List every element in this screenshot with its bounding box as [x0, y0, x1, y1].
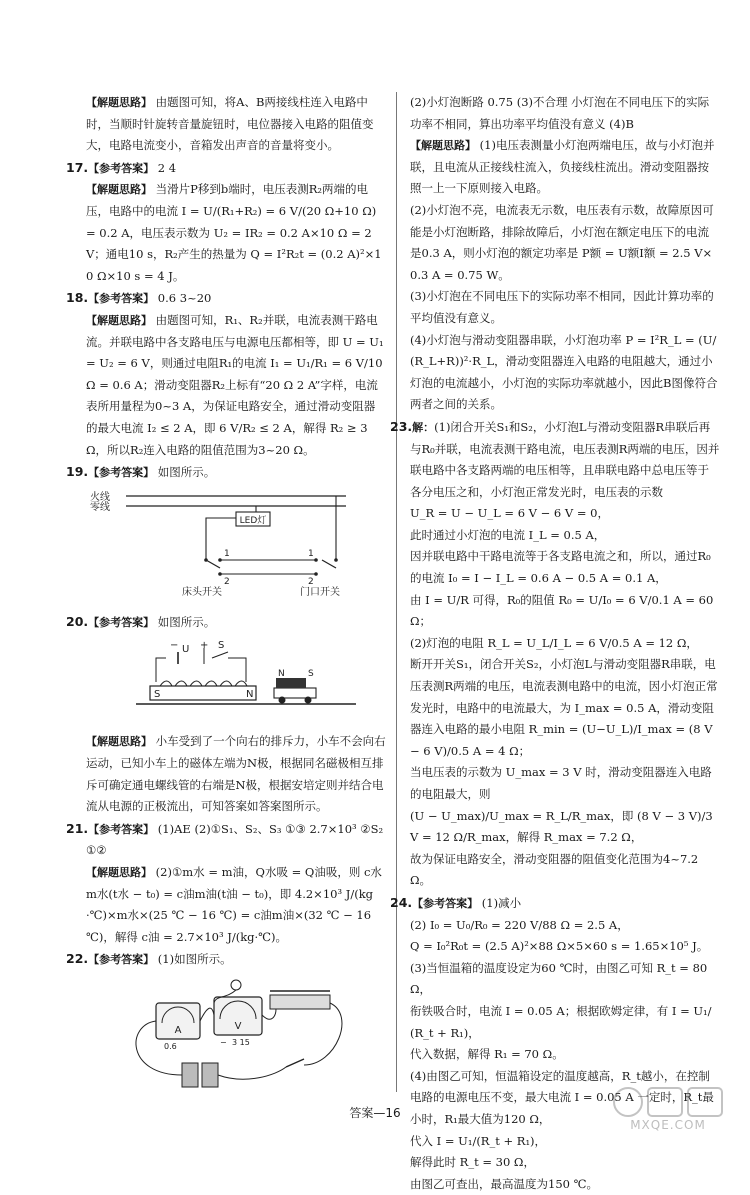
answer-paragraph	[410, 92, 720, 135]
bed-switch-contact-2: 2	[224, 576, 230, 587]
section-tag: 解：	[412, 420, 435, 434]
question-heading	[66, 818, 386, 862]
answer-paragraph	[410, 915, 720, 937]
neutral-wire-label: 零线	[90, 501, 110, 513]
paragraph-text: Q = I₀²R₀t = (2.5 A)²×88 Ω×5×60 s = 1.65×10⁵ J。	[410, 939, 709, 954]
answer-paragraph	[410, 525, 720, 547]
paragraph-text: 故为保证电路安全，滑动变阻器的阻值变化范围为4~7.2 Ω。	[410, 851, 699, 888]
answer-paragraph	[410, 590, 720, 633]
paragraph-text: 由 I = U/R 可得，R₀的阻值 R₀ = U/I₀ = 6 V/0.1 A = 60 Ω；	[410, 592, 714, 629]
answer-paragraph	[410, 1001, 720, 1044]
solenoid-icon	[150, 686, 256, 700]
paragraph-text: 此时通过小灯泡的电流 I_L = 0.5 A，	[410, 527, 606, 542]
section-tag: 【解题思路】	[86, 866, 152, 880]
bedside-switch-label: 床头开关	[182, 586, 222, 598]
cart-magnet-n-label: N	[278, 668, 285, 679]
question-number: 19.	[66, 464, 89, 480]
paragraph-text: (2) I₀ = U₀/R₀ = 220 V/88 Ω = 2.5 A，	[410, 917, 629, 932]
question-number: 18.	[66, 290, 89, 306]
section-tag: 【参考答案】	[88, 822, 155, 836]
answer-paragraph	[410, 1131, 720, 1153]
paragraph-text: 小车受到了一个向右的排斥力，小车不会向右运动，已知小车上的磁体左端为N极，根据同名磁极相互排斥可确定通电螺线管的右端是N极，根据安培定则并结合电流从电源的正极流出，可知答案如答案图所示。	[86, 734, 386, 814]
door-switch-label: 门口开关	[300, 586, 340, 598]
paragraph-text: 由题图可知，将A、B两接线柱连入电路中时，当顺时针旋转音量旋钮时，电位器接入电路的阻值变大，电路电流变小，音箱发出声音的音量将变小。	[86, 95, 374, 153]
section-tag: 【参考答案】	[88, 161, 155, 175]
paragraph-text: (3)当恒温箱的温度设定为60 ℃时，由图乙可知 R_t = 80 Ω，	[410, 960, 708, 997]
voltmeter-terminal-label: 3 15	[232, 1038, 250, 1047]
answer-paragraph	[86, 179, 386, 287]
door-switch-icon	[322, 560, 336, 568]
battery-icon	[202, 1063, 218, 1087]
paragraph-text: 解得此时 R_t = 30 Ω，	[410, 1155, 535, 1170]
paragraph-text: (1)闭合开关S₁和S₂，小灯泡L与滑动变阻器R串联后再与R₀并联，电流表测干路电流，电压表测R两端的电压，因并联电路中各支路两端的电压相等，且串联电路中总电压等于各分电压之和，小灯泡正常发光时，电压表的示数	[410, 419, 720, 499]
question-number: 23.	[390, 418, 413, 434]
ammeter-label: A	[174, 1025, 182, 1036]
paragraph-text: 2 4	[154, 160, 177, 175]
question-heading	[390, 892, 720, 915]
paragraph-text: (1)AE (2)①S₁、S₂、S₃ ①③ 2.7×10³ ②S₂ ①②	[86, 821, 384, 858]
section-tag: 【解题思路】	[86, 183, 152, 197]
door-switch-contact-2: 2	[308, 576, 314, 587]
battery-minus-label: −	[170, 639, 179, 651]
bedside-switch-icon	[206, 560, 220, 568]
answer-paragraph	[410, 1174, 720, 1195]
switch-icon	[212, 652, 228, 658]
answer-paragraph	[410, 849, 720, 892]
section-tag: 【解题思路】	[86, 96, 152, 109]
question-heading	[390, 416, 720, 503]
section-tag: 【参考答案】	[88, 292, 155, 306]
answer-paragraph	[410, 135, 720, 200]
paragraph-text: (3)小灯泡在不同电压下的实际功率不相同，因此计算功率的平均值没有意义。	[410, 289, 714, 325]
section-tag: 【参考答案】	[88, 953, 155, 967]
answer-paragraph	[410, 330, 720, 416]
switch-icon	[286, 1059, 304, 1067]
source-u-label: U	[182, 643, 190, 655]
bulb-icon	[231, 980, 241, 990]
answer-paragraph	[86, 731, 386, 817]
answer-paragraph	[86, 310, 386, 461]
answer-paragraph	[410, 546, 720, 589]
ammeter-terminal-label: 0.6	[164, 1042, 177, 1051]
section-tag: 【解题思路】	[410, 139, 476, 153]
section-tag: 【参考答案】	[412, 896, 479, 910]
figure-20-solenoid-cart	[86, 638, 386, 726]
paragraph-text: (1)减小	[478, 895, 522, 910]
rheostat-icon	[270, 995, 330, 1009]
left-column	[66, 92, 386, 1109]
paragraph-text: 当电压表的示数为 U_max = 3 V 时，滑动变阻器连入电路的电阻最大，则	[410, 765, 712, 801]
right-column	[390, 92, 720, 1195]
switch-s-label: S	[218, 639, 225, 651]
answer-paragraph	[410, 200, 720, 286]
paragraph-text: (2)①m水 = m油，Q水吸 = Q油吸，则 c水m水(t水 − t₀) = c油m油(t油 − t₀)，即 4.2×10³ J/(kg·℃)×m水×(25 ℃ − 16 ℃) = c油m油×(32 ℃ − 16 ℃)，解得 c油 = 2.7×10³ J/(kg·℃)。	[86, 865, 382, 944]
battery-plus-label: +	[200, 639, 209, 651]
question-number: 22.	[66, 951, 89, 967]
answer-paragraph	[410, 806, 720, 849]
paragraph-text: (U − U_max)/U_max = R_L/R_max，即 (8 V − 3 V)/3 V = 12 Ω/R_max，解得 R_max = 7.2 Ω，	[410, 808, 713, 845]
question-heading	[66, 287, 386, 310]
answer-paragraph	[410, 286, 720, 329]
answer-paragraph	[410, 1044, 720, 1066]
paragraph-text: (1)电压表测量小灯泡两端电压，故与小灯泡并联，且电流从正接线柱流入，负接线柱流出。滑动变阻器按照一上一下原则接入电路。	[410, 138, 715, 196]
paragraph-text: (2)小灯泡不亮，电流表无示数，电压表有示数，故障原因可能是小灯泡断路，排除故障后，小灯泡在额定电压下的电流是0.3 A，则小灯泡的额定功率是 P额 = U额I额 = 2.5 V×0.3 A = 0.75 W。	[410, 202, 714, 282]
paragraph-text: 由图乙可查出，最高温度为150 ℃。	[410, 1176, 598, 1191]
paragraph-text: (4)小灯泡与滑动变阻器串联，小灯泡功率 P = I²R_L = (U/(R_L+R))²·R_L，滑动变阻器连入电路的电阻越大，通过小灯泡的电流越小，小灯泡的实际功率就越小，因此B图像符合两者之间的关系。	[410, 332, 718, 412]
answer-paragraph	[410, 958, 720, 1001]
answer-paragraph	[410, 1152, 720, 1174]
question-number: 20.	[66, 614, 89, 630]
cart-wheel-icon	[305, 696, 312, 703]
section-tag: 【解题思路】	[86, 735, 152, 749]
paragraph-text: 代入数据，解得 R₁ = 70 Ω。	[410, 1047, 564, 1062]
paragraph-text: (1)如图所示。	[154, 952, 232, 967]
live-wire-label: 火线	[90, 491, 110, 503]
paragraph-text: (2)小灯泡断路 0.75 (3)不合理 小灯泡在不同电压下的实际功率不相同，算出功率平均值没有意义 (4)B	[410, 95, 710, 131]
section-tag: 【参考答案】	[88, 466, 155, 480]
cart-body	[274, 688, 316, 698]
column-divider	[396, 92, 397, 1092]
paragraph-text: 0.6 3~20	[154, 291, 212, 306]
answer-paragraph	[410, 503, 720, 525]
paragraph-text: 衔铁吸合时，电流 I = 0.05 A；根据欧姆定律，有 I = U₁/(R_t + R₁)，	[410, 1003, 712, 1040]
cart-magnet-s-label: S	[308, 668, 314, 679]
cart-wheel-icon	[279, 696, 286, 703]
bed-switch-contact-1: 1	[224, 548, 230, 559]
question-number: 24.	[390, 894, 413, 910]
answer-paragraph	[410, 633, 720, 655]
watermark-logo	[604, 1082, 732, 1132]
cart-magnet-icon	[276, 678, 306, 688]
paragraph-text: (2)灯泡的电阻 R_L = U_L/I_L = 6 V/0.5 A = 12 Ω，	[410, 635, 698, 650]
solenoid-right-pole: N	[246, 688, 254, 700]
answer-paragraph	[86, 862, 386, 948]
paragraph-text: 断开开关S₁，闭合开关S₂，小灯泡L与滑动变阻器R串联，电压表测R两端的电压，电流表测电路中的电流，因小灯泡正常发光时，电路中的电流最大，为 I_max = 0.5 A，滑动变阻器连入电路的最小电阻 R_min = (U−U_L)/I_max = (8 V − 6 V)/0.5 A = 4 Ω；	[410, 657, 718, 758]
page-number: 答案—16	[349, 1106, 401, 1120]
paragraph-text: 当滑片P移到b端时，电压表测R₂两端的电压，电路中的电流 I = U/(R₁+R₂) = 6 V/(20 Ω+10 Ω) = 0.2 A，电压表示数为 U₂ = IR₂ = 0.2 A×10 Ω = 2 V；通电10 s，R₂产生的热量为 Q = I²R₂t = (0.2 A)²×10 Ω×10 s = 4 J。	[86, 182, 382, 283]
solenoid-left-pole: S	[154, 688, 161, 700]
question-number: 21.	[66, 820, 89, 836]
paragraph-text: 如图所示。	[154, 465, 216, 480]
voltmeter-minus-label: −	[220, 1038, 227, 1047]
question-heading	[66, 461, 386, 484]
paragraph-text: 如图所示。	[154, 615, 216, 630]
watermark-circle-icon	[614, 1088, 642, 1116]
paragraph-text: (4)由图乙可知，恒温箱设定的温度越高，R_t越小，在控制电路的电源电压不变，最大电流 I = 0.05 A 一定时，R_t最小时，R₁最大值为120 Ω，	[410, 1068, 714, 1126]
door-switch-contact-1: 1	[308, 548, 314, 559]
paragraph-text: U_R = U − U_L = 6 V − 6 V = 0，	[410, 506, 609, 521]
question-heading	[66, 611, 386, 634]
answer-paragraph	[410, 654, 720, 762]
watermark-text: MXQE.COM	[630, 1118, 706, 1132]
section-tag: 【解题思路】	[86, 313, 152, 327]
question-heading	[66, 157, 386, 180]
answer-paragraph	[86, 92, 386, 157]
paragraph-text: 代入 I = U₁/(R_t + R₁)，	[410, 1133, 547, 1148]
paragraph-text: 由题图可知，R₁、R₂并联，电流表测干路电流。并联电路中各支路电压与电源电压都相等，即 U = U₁ = U₂ = 6 V，则通过电阻R₁的电流 I₁ = U₁/R₁ = 6 V/10 Ω = 0.6 A；滑动变阻器R₂上标有“20 Ω 2 A”字样，电流表所用量程为0~3 A，为保证电路安全，通过滑动变阻器的最大电流 I₂ ≤ 2 A，即 6 V/R₂ ≤ 2 A，解得 R₂ ≥ 3 Ω，所以R₂连入电路的阻值范围为3~20 Ω。	[86, 312, 384, 457]
voltmeter-label: V	[234, 1021, 242, 1032]
answer-paragraph	[410, 762, 720, 805]
battery-icon	[182, 1063, 198, 1087]
answer-paragraph	[410, 936, 720, 958]
led-lamp-label: LED灯	[239, 515, 267, 526]
question-heading	[66, 948, 386, 971]
figure-19-circuit	[86, 488, 386, 606]
section-tag: 【参考答案】	[88, 616, 155, 630]
figure-22-circuit-photo	[86, 975, 386, 1103]
question-number: 17.	[66, 159, 89, 175]
paragraph-text: 因并联电路中干路电流等于各支路电流之和，所以，通过R₀的电流 I₀ = I − I_L = 0.6 A − 0.5 A = 0.1 A，	[410, 549, 711, 586]
